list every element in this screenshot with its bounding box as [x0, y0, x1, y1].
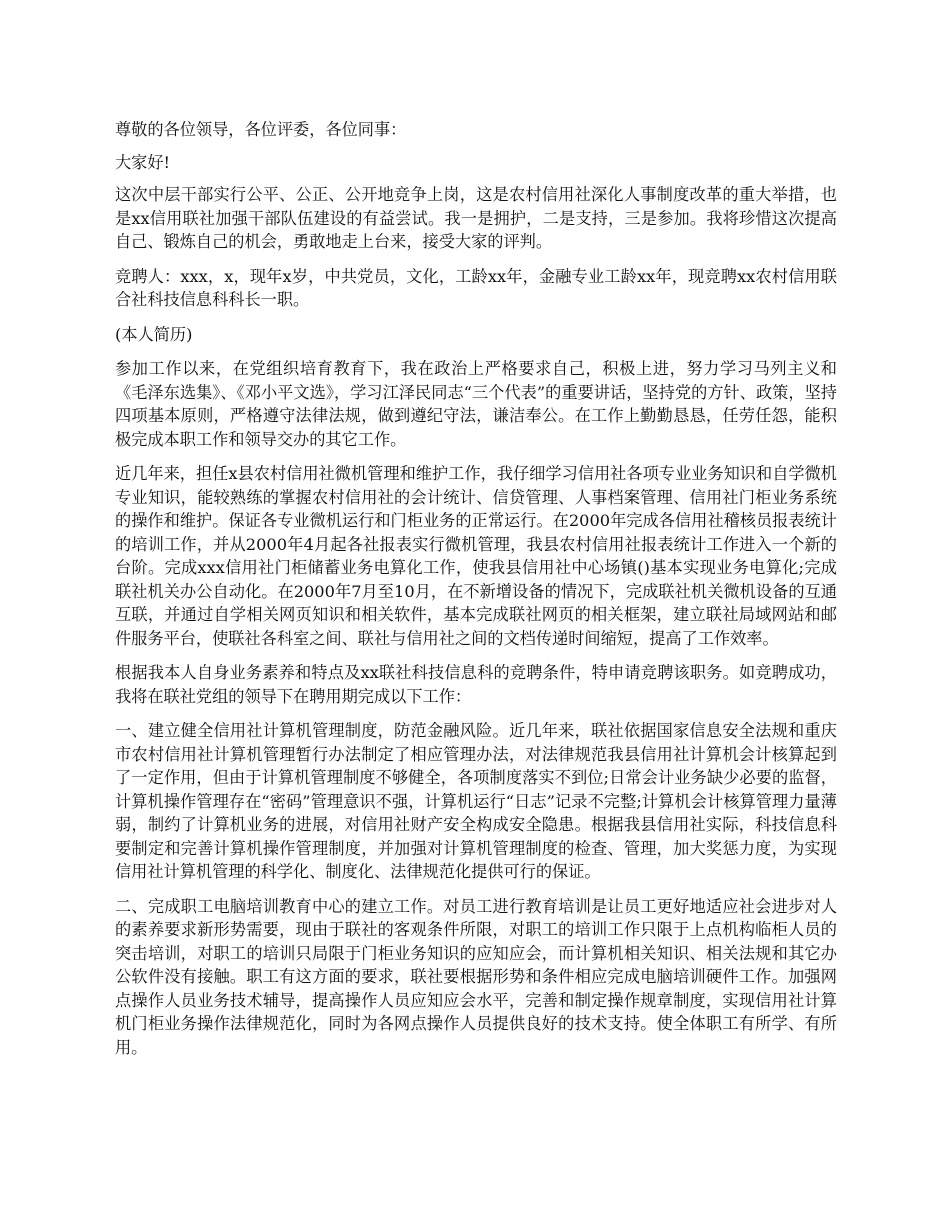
opening-paragraph: 这次中层干部实行公平、公正、公开地竞争上岗，这是农村信用社深化人事制度改革的重大举措，也是xx信用联社加强干部队伍建设的有益尝试。我一是拥护，二是支持，三是参加。我将珍惜这次提高自己、锻炼自己的机会，勇敢地走上台来，接受大家的评判。 [115, 185, 837, 251]
document-page [115, 118, 837, 1070]
plan-item-2-paragraph: 二、完成职工电脑培训教育中心的建立工作。对员工进行教育培训是让员工更好地适应社会进步对人的素养要求新形势需要，现由于联社的客观条件所限，对职工的培训工作只限于上点机构临柜人员的突击培训，对职工的培训只局限于门柜业务知识的应知应会，而计算机相关知识、相关法规和其它办公软件没有接触。职工有这方面的要求，联社要根据形势和条件相应完成电脑培训硬件工作。加强网点操作人员业务技术辅导，提高操作人员应知应会水平，完善和制定操作规章制度，实现信用社计算机门柜业务操作法律规范化，同时为各网点操作人员提供良好的技术支持。使全体职工有所学、有所用。 [115, 896, 837, 1057]
greeting: 大家好! [115, 152, 171, 172]
candidate-info-paragraph: 竞聘人：xxx，x，现年x岁，中共党员，文化，工龄xx年，金融专业工龄xx年，现竞聘xx农村信用联合社科技信息科科长一职。 [115, 266, 837, 309]
plan-item-1-paragraph: 一、建立健全信用社计算机管理制度，防范金融风险。近几年来，联社依据国家信息安全法规和重庆市农村信用社计算机管理暂行办法制定了相应管理办法，对法律规范我县信用社计算机会计核算起到了一定作用，但由于计算机管理制度不够健全，各项制度落实不到位;日常会计业务缺少必要的监督，计算机操作管理存在“密码”管理意识不强，计算机运行“日志”记录不完整;计算机会计核算管理力量薄弱，制约了计算机业务的进展，对信用社财产安全构成安全隐患。根据我县信用社实际，科技信息科要制定和完善计算机操作管理制度，并加强对计算机管理制度的检查、管理，加大奖惩力度，为实现信用社计算机管理的科学化、制度化、法律规范化提供可行的保证。 [115, 721, 837, 881]
resume-heading: (本人简历) [115, 324, 193, 344]
application-paragraph: 根据我本人自身业务素养和特点及xx联社科技信息科的竞聘条件，特申请竞聘该职务。如竞聘成功，我将在联社党组的领导下在聘用期完成以下工作： [115, 663, 837, 706]
work-experience-paragraph: 近几年来，担任x县农村信用社微机管理和维护工作，我仔细学习信用社各项专业业务知识和自学微机专业知识，能较熟练的掌握农村信用社的会计统计、信贷管理、人事档案管理、信用社门柜业务系统的操作和维护。保证各专业微机运行和门柜业务的正常运行。在2000年完成各信用社稽核员报表统计的培训工作，并从2000年4月起各社报表实行微机管理，我县农村信用社报表统计工作进入一个新的台阶。完成xxx信用社门柜储蓄业务电算化工作，使我县信用社中心场镇()基本实现业务电算化;完成联社机关办公自动化。在2000年7月至10月，在不新增设备的情况下，完成联社机关微机设备的互通互联，并通过自学相关网页知识和相关软件，基本完成联社网页的相关框架，建立联社局域网站和邮件服务平台，使联社各科室之间、联社与信用社之间的文档传递时间缩短，提高了工作效率。 [115, 464, 837, 648]
political-background-paragraph: 参加工作以来，在党组织培育教育下，我在政治上严格要求自己，积极上进，努力学习马列主义和《毛泽东选集》、《邓小平文选》，学习江泽民同志“三个代表”的重要讲话，坚持党的方针、政策，坚持四项基本原则，严格遵守法律法规，做到遵纪守法，谦洁奉公。在工作上勤勤恳恳，任劳任怨，能积极完成本职工作和领导交办的其它工作。 [115, 359, 837, 449]
salutation: 尊敬的各位领导，各位评委，各位同事： [115, 120, 407, 139]
